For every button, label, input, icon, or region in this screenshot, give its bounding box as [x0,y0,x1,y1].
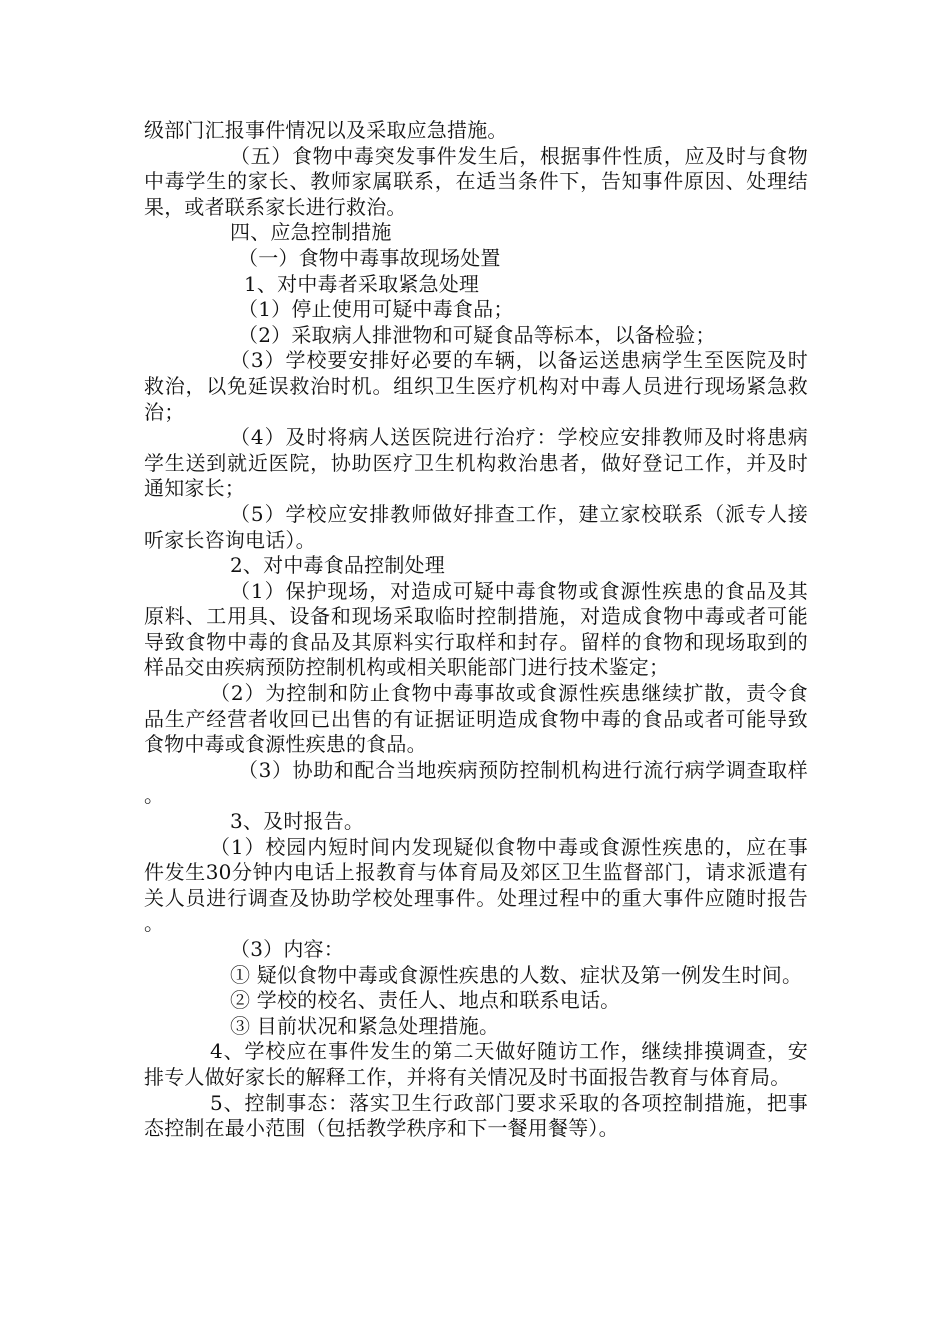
list-item-stop-suspect-food: （1）停止使用可疑中毒食品； [238,297,514,322]
list-item-protect-scene: （1）保护现场，对造成可疑中毒食物或食源性疾患的食品及其原料、工用具、设备和现场采取临时控制措施，对造成食物中毒或者可能导致食物中毒的食品及其原料实行取样和封存。留样的食物和现场取到的样品交由疾病预防控制机构或相关职能部门进行技术鉴定； [144,578,808,680]
section-heading-emergency-control: 四、应急控制措施 [230,220,392,245]
subsection-heading-onsite-handling: （一）食物中毒事故现场处置 [238,245,501,270]
paragraph-item-four-follow-up: 4、学校应在事件发生的第二天做好随访工作，继续排摸调查，安排专人做好家长的解释工作，并将有关情况及时书面报告教育与体育局。 [144,1039,808,1089]
list-heading-poisoned-persons: 1、对中毒者采取紧急处理 [244,271,480,296]
list-heading-food-control: 2、对中毒食品控制处理 [230,553,445,578]
paragraph-item-five-control-situation: 5、控制事态：落实卫生行政部门要求采取的各项控制措施，把事态控制在最小范围（包括教学秩序和下一餐用餐等）。 [144,1090,808,1141]
document-body [144,118,808,1142]
list-heading-report-content: （3）内容： [230,937,344,961]
content-item-school-info: ② 学校的校名、责任人、地点和联系电话。 [230,988,621,1013]
list-item-send-to-hospital: （4）及时将病人送医院进行治疗：学校应安排教师及时将患病学生送到就近医院，协助医疗卫生机构救治患者，做好登记工作，并及时通知家长； [144,425,808,501]
list-heading-timely-report: 3、及时报告。 [230,809,365,834]
list-item-investigation: （5）学校应安排教师做好排查工作，建立家校联系（派专人接听家长咨询电话）。 [144,501,808,552]
list-item-collect-samples: （2）采取病人排泄物和可疑食品等标本，以备检验； [238,322,716,347]
paragraph-report-continuation: 级部门汇报事件情况以及采取应急措施。 [144,118,508,142]
list-item-assist-cdc: （3）协助和配合当地疾病预防控制机构进行流行病学调查取样。 [144,757,808,808]
list-item-report-30-minutes: （1）校园内短时间内发现疑似食物中毒或食源性疾患的，应在事件发生30分钟内电话上报教育与体育局及郊区卫生监督部门，请求派遣有关人员进行调查及协助学校处理事件。处理过程中的重大事件应随时报告。 [144,834,808,936]
content-item-number-symptoms: ① 疑似食物中毒或食源性疾患的人数、症状及第一例发生时间。 [230,962,803,987]
list-item-arrange-vehicles: （3）学校要安排好必要的车辆，以备运送患病学生至医院及时救治，以免延误救治时机。组织卫生医疗机构对中毒人员进行现场紧急救治； [144,348,808,424]
content-item-current-status: ③ 目前状况和紧急处理措施。 [230,1013,500,1038]
paragraph-item-five-notify-parents: （五）食物中毒突发事件发生后，根据事件性质，应及时与食物中毒学生的家长、教师家属联系，在适当条件下，告知事件原因、处理结果，或者联系家长进行救治。 [144,143,808,219]
list-item-recall-food: （2）为控制和防止食物中毒事故或食源性疾患继续扩散，责令食品生产经营者收回已出售的有证据证明造成食物中毒的食品或者可能导致食物中毒或食源性疾患的食品。 [144,681,808,757]
